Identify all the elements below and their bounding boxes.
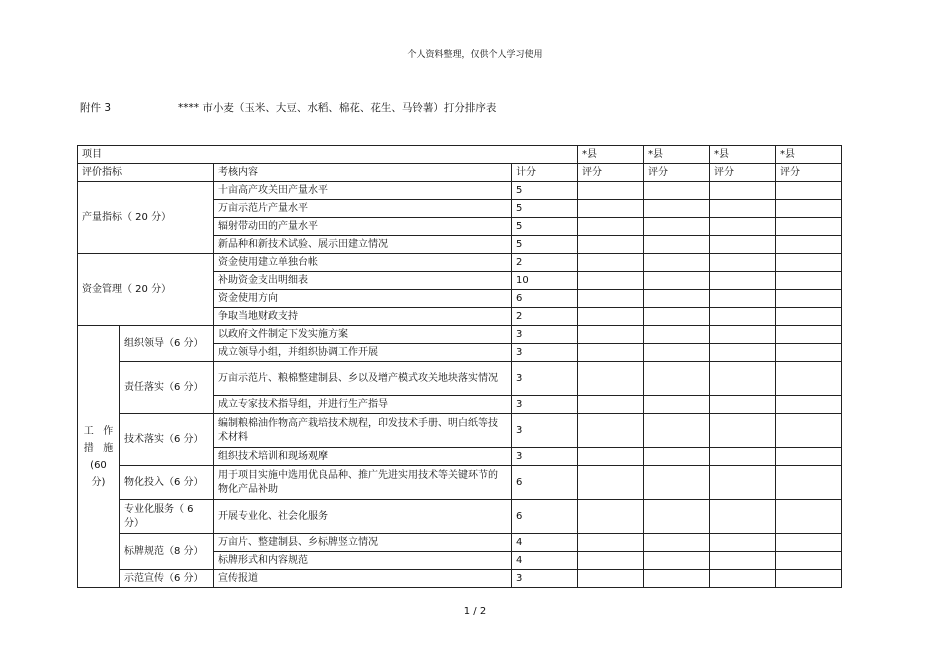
score-cell[interactable] (710, 500, 776, 534)
points-cell: 6 (512, 290, 578, 308)
score-cell[interactable] (710, 218, 776, 236)
points-cell: 4 (512, 534, 578, 552)
score-cell[interactable] (710, 552, 776, 570)
score-header: 评分 (776, 164, 842, 182)
score-cell[interactable] (644, 500, 710, 534)
score-cell[interactable] (644, 448, 710, 466)
score-cell[interactable] (776, 200, 842, 218)
county-header: *县 (710, 146, 776, 164)
score-header: 评分 (578, 164, 644, 182)
score-cell[interactable] (710, 182, 776, 200)
score-cell[interactable] (578, 414, 644, 448)
table-row (78, 182, 842, 200)
score-cell[interactable] (578, 570, 644, 588)
score-cell[interactable] (644, 396, 710, 414)
score-cell[interactable] (644, 236, 710, 254)
content-cell: 组织技术培训和现场观摩 (214, 448, 512, 466)
points-cell: 5 (512, 218, 578, 236)
score-cell[interactable] (710, 396, 776, 414)
table-row (78, 500, 842, 534)
score-cell[interactable] (578, 308, 644, 326)
score-cell[interactable] (578, 362, 644, 396)
score-cell[interactable] (578, 500, 644, 534)
content-cell: 十亩高产攻关田产量水平 (214, 182, 512, 200)
score-cell[interactable] (710, 272, 776, 290)
subcategory-cell: 示范宣传（6 分） (120, 570, 214, 588)
points-cell: 3 (512, 570, 578, 588)
points-cell: 5 (512, 236, 578, 254)
points-cell: 5 (512, 182, 578, 200)
score-cell[interactable] (644, 254, 710, 272)
content-cell: 宣传报道 (214, 570, 512, 588)
score-cell[interactable] (578, 466, 644, 500)
score-cell[interactable] (644, 534, 710, 552)
attachment-label: 附件 3 (80, 102, 112, 114)
score-cell[interactable] (644, 272, 710, 290)
score-cell[interactable] (776, 466, 842, 500)
content-cell: 新品种和新技术试验、展示田建立情况 (214, 236, 512, 254)
score-cell[interactable] (776, 414, 842, 448)
score-cell[interactable] (710, 200, 776, 218)
content-cell: 辐射带动田的产量水平 (214, 218, 512, 236)
score-cell[interactable] (776, 254, 842, 272)
score-cell[interactable] (710, 570, 776, 588)
score-cell[interactable] (710, 308, 776, 326)
score-cell[interactable] (578, 396, 644, 414)
score-cell[interactable] (710, 254, 776, 272)
score-cell[interactable] (578, 534, 644, 552)
content-cell: 争取当地财政支持 (214, 308, 512, 326)
content-cell: 以政府文件制定下发实施方案 (214, 326, 512, 344)
content-cell: 资金使用建立单独台帐 (214, 254, 512, 272)
score-cell[interactable] (776, 534, 842, 552)
category-char: (60 (90, 459, 107, 471)
score-cell[interactable] (644, 290, 710, 308)
subcategory-cell: 专业化服务（ 6 分） (120, 500, 214, 534)
score-cell[interactable] (644, 552, 710, 570)
table-row (78, 414, 842, 448)
score-cell[interactable] (644, 344, 710, 362)
table-row (78, 254, 842, 272)
score-cell[interactable] (776, 290, 842, 308)
score-cell[interactable] (776, 500, 842, 534)
points-cell: 4 (512, 552, 578, 570)
score-cell[interactable] (710, 534, 776, 552)
score-cell[interactable] (578, 182, 644, 200)
score-cell[interactable] (776, 396, 842, 414)
score-cell[interactable] (644, 466, 710, 500)
score-cell[interactable] (644, 570, 710, 588)
score-cell[interactable] (644, 200, 710, 218)
table-row (78, 570, 842, 588)
points-cell: 2 (512, 308, 578, 326)
points-cell: 10 (512, 272, 578, 290)
score-cell[interactable] (710, 326, 776, 344)
subcategory-cell: 责任落实（6 分） (120, 362, 214, 414)
table-row (78, 362, 842, 396)
score-header: 评分 (644, 164, 710, 182)
score-cell[interactable] (578, 272, 644, 290)
table-row (78, 466, 842, 500)
table-subheader-row (78, 164, 842, 182)
score-cell[interactable] (710, 466, 776, 500)
score-cell[interactable] (578, 326, 644, 344)
category-char: 措 (83, 442, 94, 454)
county-header: *县 (776, 146, 842, 164)
score-cell[interactable] (776, 218, 842, 236)
category-char: 施 (103, 442, 114, 454)
subcategory-cell: 技术落实（6 分） (120, 414, 214, 466)
score-cell[interactable] (776, 308, 842, 326)
score-cell[interactable] (710, 362, 776, 396)
scoring-table (77, 145, 842, 588)
score-cell[interactable] (710, 448, 776, 466)
content-cell: 成立专家技术指导组，并进行生产指导 (214, 396, 512, 414)
document-title: **** 市小麦（玉米、大豆、水稻、棉花、花生、马铃薯）打分排序表 (178, 102, 497, 114)
points-cell: 5 (512, 200, 578, 218)
content-cell: 万亩片、整建制县、乡标牌竖立情况 (214, 534, 512, 552)
content-cell: 标牌形式和内容规范 (214, 552, 512, 570)
eval-indicator-header: 评价指标 (78, 164, 214, 182)
points-cell: 3 (512, 414, 578, 448)
header-note: 个人资料整理，仅供个人学习使用 (407, 50, 543, 60)
score-cell[interactable] (578, 448, 644, 466)
content-cell: 用于项目实施中选用优良品种、推广先进实用技术等关键环节的物化产品补助 (214, 466, 512, 500)
points-cell: 3 (512, 362, 578, 396)
category-char: 分) (91, 476, 106, 488)
score-cell[interactable] (776, 362, 842, 396)
score-header: 评分 (710, 164, 776, 182)
score-cell[interactable] (578, 254, 644, 272)
subcategory-cell: 物化投入（6 分） (120, 466, 214, 500)
score-cell[interactable] (776, 448, 842, 466)
score-cell[interactable] (644, 414, 710, 448)
score-cell[interactable] (776, 326, 842, 344)
county-header: *县 (644, 146, 710, 164)
points-cell: 3 (512, 396, 578, 414)
category-cell: 产量指标（ 20 分） (78, 182, 214, 254)
content-cell: 万亩示范片、粮棉整建制县、乡以及增产模式攻关地块落实情况 (214, 362, 512, 396)
points-header: 计分 (512, 164, 578, 182)
score-cell[interactable] (644, 182, 710, 200)
score-cell[interactable] (578, 236, 644, 254)
county-header: *县 (578, 146, 644, 164)
score-cell[interactable] (644, 308, 710, 326)
score-cell[interactable] (776, 272, 842, 290)
score-cell[interactable] (776, 344, 842, 362)
table-header-row (78, 146, 842, 164)
content-cell: 资金使用方向 (214, 290, 512, 308)
points-cell: 3 (512, 448, 578, 466)
subcategory-cell: 标牌规范（8 分） (120, 534, 214, 570)
category-char: 作 (103, 425, 114, 437)
score-cell[interactable] (578, 218, 644, 236)
points-cell: 3 (512, 326, 578, 344)
points-cell: 3 (512, 344, 578, 362)
score-cell[interactable] (776, 236, 842, 254)
page-indicator: 1 / 2 (463, 606, 487, 617)
score-cell[interactable] (644, 362, 710, 396)
subcategory-cell: 组织领导（6 分） (120, 326, 214, 362)
points-cell: 6 (512, 466, 578, 500)
content-cell: 补助资金支出明细表 (214, 272, 512, 290)
table-row (78, 534, 842, 552)
score-cell[interactable] (578, 290, 644, 308)
content-cell: 开展专业化、社会化服务 (214, 500, 512, 534)
project-header: 项目 (78, 146, 578, 164)
score-cell[interactable] (710, 236, 776, 254)
score-cell[interactable] (710, 344, 776, 362)
score-cell[interactable] (644, 326, 710, 344)
content-cell: 万亩示范片产量水平 (214, 200, 512, 218)
score-cell[interactable] (776, 570, 842, 588)
score-cell[interactable] (776, 182, 842, 200)
points-cell: 6 (512, 500, 578, 534)
score-cell[interactable] (578, 200, 644, 218)
score-cell[interactable] (644, 218, 710, 236)
category-cell: 资金管理（ 20 分） (78, 254, 214, 326)
score-cell[interactable] (776, 552, 842, 570)
score-cell[interactable] (578, 552, 644, 570)
score-cell[interactable] (578, 344, 644, 362)
content-cell: 编制粮棉油作物高产栽培技术规程，印发技术手册、明白纸等技术材料 (214, 414, 512, 448)
work-measures-category (78, 326, 120, 588)
score-cell[interactable] (710, 290, 776, 308)
content-cell: 成立领导小组，并组织协调工作开展 (214, 344, 512, 362)
table-row (78, 326, 842, 344)
category-char: 工 (83, 425, 94, 437)
score-cell[interactable] (710, 414, 776, 448)
content-header: 考核内容 (214, 164, 512, 182)
points-cell: 2 (512, 254, 578, 272)
